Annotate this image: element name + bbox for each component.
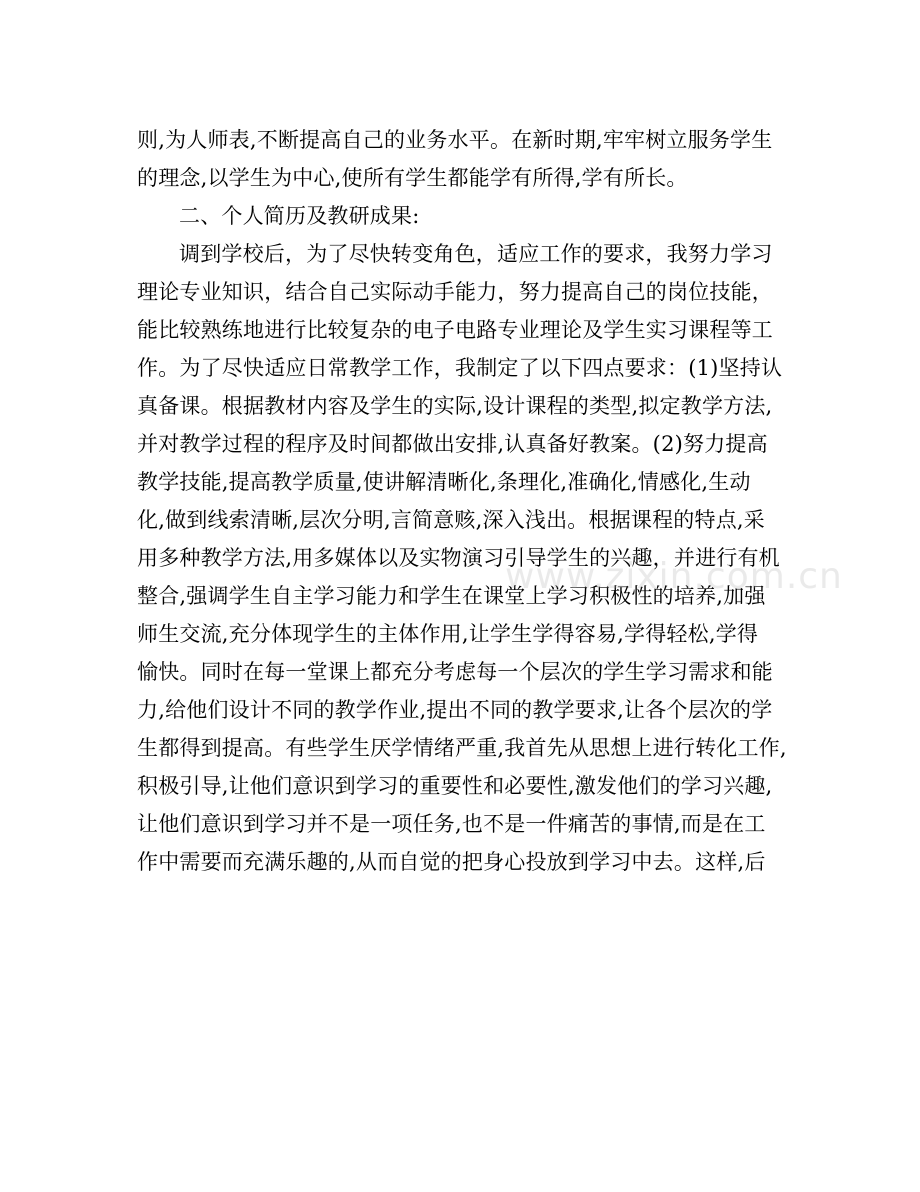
text-line: 理论专业知识，结合自己实际动手能力，努力提高自己的岗位技能， [137,280,773,304]
text-line: 师生交流,充分体现学生的主体作用,让学生学得容易,学得轻松,学得 [137,622,759,646]
text-line: 愉快。同时在每一堂课上都充分考虑每一个层次的学生学习需求和能 [137,660,773,684]
section-heading: 二、个人简历及教研成果: [179,204,420,228]
text-line: 整合,强调学生自主学习能力和学生在课堂上学习积极性的培养,加强 [137,584,766,608]
text-line: 生都得到提高。有些学生厌学情绪严重,我首先从思想上进行转化工作, [137,736,787,760]
text-line: 让他们意识到学习并不是一项任务,也不是一件痛苦的事情,而是在工 [137,812,766,836]
text-line: 调到学校后，为了尽快转变角色，适应工作的要求，我努力学习 [179,242,773,266]
text-line: 的理念,以学生为中心,使所有学生都能学有所得,学有所长。 [137,166,688,190]
text-line: 用多种教学方法,用多媒体以及实物演习引导学生的兴趣，并进行有机 [137,546,780,570]
body-text [137,121,797,881]
text-line: 积极引导,让他们意识到学习的重要性和必要性,激发他们的学习兴趣, [137,774,773,798]
text-line: 作中需要而充满乐趣的,从而自觉的把身心投放到学习中去。这样,后 [137,850,766,874]
text-line: 能比较熟练地进行比较复杂的电子电路专业理论及学生实习课程等工 [137,318,773,342]
watermark: www.zixin.com.cn [505,556,843,597]
text-line: 则,为人师表,不断提高自己的业务水平。在新时期,牢牢树立服务学生 [137,128,773,152]
text-line: 作。为了尽快适应日常教学工作，我制定了以下四点要求：(1)坚持认 [137,356,783,380]
text-line: 教学技能,提高教学质量,使讲解清晰化,条理化,准确化,情感化,生动 [137,470,751,494]
text-line: 并对教学过程的程序及时间都做出安排,认真备好教案。(2)努力提高 [137,432,768,456]
text-line: 化,做到线索清晰,层次分明,言简意赅,深入浅出。根据课程的特点,采 [137,508,765,532]
text-line: 力,给他们设计不同的教学作业,提出不同的教学要求,让各个层次的学 [137,698,773,722]
text-line: 真备课。根据教材内容及学生的实际,设计课程的类型,拟定教学方法, [137,394,773,418]
